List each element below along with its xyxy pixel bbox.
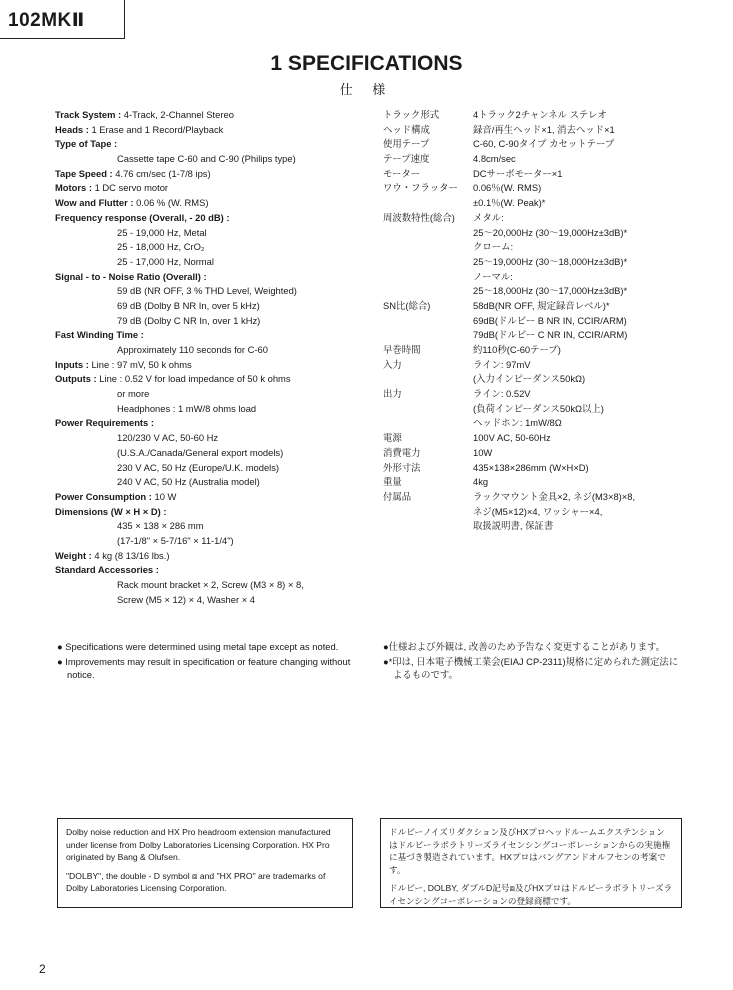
spec-label: Power Requirements : (55, 417, 154, 429)
spec-value: 25 - 18,000 Hz, CrO₂ (117, 241, 205, 253)
spec-row (55, 475, 385, 490)
spec-row (55, 211, 385, 226)
model-tab (0, 0, 125, 39)
spec-value-ja: 約110秒(C-60テープ) (473, 344, 561, 355)
trademark-paragraph: ドルビー, DOLBY, ダブルD記号⧈及びHXプロはドルビーラボラトリーズライセンシングコーポレーションの登録商標です。 (389, 883, 673, 906)
spec-row (55, 446, 385, 461)
spec-value: 4 kg (8 13/16 lbs.) (91, 549, 170, 561)
spec-row-ja (383, 270, 713, 285)
note-item: ● Specifications were determined using metal tape except as noted. (57, 641, 339, 652)
spec-value: Headphones : 1 mW/8 ohms load (117, 402, 257, 414)
spec-label-ja: 電源 (383, 432, 402, 444)
spec-row (55, 167, 385, 182)
spec-row (55, 270, 385, 285)
spec-label-ja (383, 402, 473, 417)
spec-value: Rack mount bracket × 2, Screw (M3 × 8) × 8, (117, 579, 304, 590)
spec-value: 59 dB (NR OFF, 3 % THD Level, Weighted) (117, 285, 297, 297)
spec-value-ja: 4kg (473, 476, 489, 488)
spec-value-ja: ライン: 0.52V (473, 388, 531, 400)
spec-value: 0.06 % (W. RMS) (133, 197, 209, 209)
note-item: ●仕様および外観は, 改善のため予告なく変更することがあります。 (383, 641, 665, 652)
spec-row (55, 505, 385, 520)
spec-row-ja (383, 416, 713, 431)
spec-value: 435 × 138 × 286 mm (117, 520, 204, 532)
spec-value-ja: DCサーボモーター×1 (473, 167, 563, 179)
spec-value: 4.76 cm/sec (1-7/8 ips) (112, 167, 211, 179)
specs-english-column (55, 108, 385, 607)
spec-value-ja: (入力インピーダンス50kΩ) (473, 373, 586, 385)
trademark-box-japanese (380, 818, 682, 908)
spec-value-ja: メタル: (473, 211, 504, 223)
trademark-paragraph: ドルビーノイズリダクション及びHXプロヘッドルームエクステンションはドルビーラボラトリーズライセンシングコーポレーションからの実施権に基づき製造されています。HXプロはバングアンドオルフセンの考案です。 (389, 827, 671, 875)
spec-row-ja (383, 299, 713, 314)
spec-row-ja (383, 358, 713, 373)
spec-label-ja (383, 314, 473, 329)
spec-row-ja (383, 431, 713, 446)
spec-row (55, 181, 385, 196)
spec-value: Line : 0.52 V for load impedance of 50 k ohms (96, 373, 291, 385)
spec-value-ja: 4トラック2チャンネル ステレオ (473, 109, 607, 120)
spec-label: Dimensions (W × H × D) : (55, 505, 167, 517)
spec-label-ja: 消費電力 (383, 446, 421, 458)
spec-value: or more (117, 388, 150, 400)
spec-value-ja: 25～19,000Hz (30～18,000Hz±3dB)* (473, 255, 628, 267)
spec-label: Frequency response (Overall, - 20 dB) : (55, 211, 230, 223)
spec-label-ja: 周波数特性(総合) (383, 211, 455, 223)
spec-row-ja (383, 108, 713, 123)
spec-label-ja: モーター (383, 167, 421, 179)
spec-row (55, 196, 385, 211)
spec-row-ja (383, 343, 713, 358)
spec-row-ja (383, 402, 713, 417)
spec-row (55, 343, 385, 358)
spec-value-ja: 0.06％(W. RMS) (473, 182, 542, 194)
model-name: 102MKⅡ (8, 10, 85, 31)
spec-row (55, 137, 385, 152)
spec-row (55, 431, 385, 446)
trademark-paragraph: "DOLBY", the double - D symbol ⧈ and "HX PRO" are trademarks of Dolby Laboratories Licensing Corporation. (66, 870, 326, 893)
spec-row-ja (383, 475, 713, 490)
spec-label-ja: テープ速度 (383, 153, 430, 165)
spec-label-ja: 入力 (383, 358, 402, 370)
spec-row (55, 255, 385, 270)
spec-row (55, 299, 385, 314)
spec-value-ja: 25～20,000Hz (30～19,000Hz±3dB)* (473, 226, 628, 238)
spec-row-ja (383, 387, 713, 402)
spec-row (55, 123, 385, 138)
spec-value: 69 dB (Dolby B NR In, over 5 kHz) (117, 299, 260, 311)
spec-row-ja (383, 240, 713, 255)
trademark-paragraph: Dolby noise reduction and HX Pro headroom extension manufactured under license from Dolby Laboratories Licensing Corporation. HX Pro originated by Bang & Olufsen. (66, 827, 331, 862)
spec-value: 120/230 V AC, 50-60 Hz (117, 432, 219, 444)
spec-label-ja (383, 255, 473, 270)
spec-row (55, 578, 385, 593)
spec-row (55, 563, 385, 578)
spec-row (55, 314, 385, 329)
spec-value-ja: C-60, C-90タイプ カセットテープ (473, 138, 615, 150)
spec-row-ja (383, 196, 713, 211)
spec-label-ja (383, 196, 473, 211)
spec-value-ja: ネジ(M5×12)×4, ワッシャー×4, (473, 505, 603, 517)
spec-value: (U.S.A./Canada/General export models) (117, 446, 284, 458)
spec-row (55, 387, 385, 402)
spec-value-ja: 25～18,000Hz (30～17,000Hz±3dB)* (473, 285, 628, 297)
spec-label-ja: 重量 (383, 476, 402, 488)
spec-value: 240 V AC, 50 Hz (Australia model) (117, 476, 260, 488)
spec-row (55, 226, 385, 241)
spec-value: 4-Track, 2-Channel Stereo (121, 109, 234, 120)
spec-row (55, 372, 385, 387)
note-item: ● Improvements may result in specification or feature changing without notice. (57, 655, 351, 680)
spec-row-ja (383, 446, 713, 461)
spec-value-ja: 69dB(ドルビー B NR IN, CCIR/ARM) (473, 314, 627, 326)
spec-label: Standard Accessories : (55, 564, 159, 576)
spec-value-ja: (負荷インピーダンス50kΩ以上) (473, 402, 604, 414)
spec-row-ja (383, 137, 713, 152)
spec-label-ja: トラック形式 (383, 109, 440, 120)
notes-japanese (383, 640, 683, 683)
spec-row-ja (383, 519, 713, 534)
spec-label-ja (383, 240, 473, 255)
spec-row (55, 284, 385, 299)
spec-label-ja (383, 505, 473, 520)
spec-value-ja: ヘッドホン: 1mW/8Ω (473, 417, 562, 429)
spec-value: Line : 97 mV, 50 k ohms (88, 358, 192, 370)
spec-label-ja: 外形寸法 (383, 461, 421, 473)
spec-value: 10 W (151, 490, 177, 502)
spec-value-ja: 58dB(NR OFF, 規定録音レベル)* (473, 299, 610, 311)
spec-value: Screw (M5 × 12) × 4, Washer × 4 (117, 593, 255, 605)
spec-row-ja (383, 152, 713, 167)
spec-value: 25 - 19,000 Hz, Metal (117, 226, 207, 238)
note-item: ●*印は, 日本電子機械工業会(EIAJ CP-2311)規格に定められた測定法によるものです。 (383, 655, 679, 680)
spec-row (55, 490, 385, 505)
spec-row-ja (383, 461, 713, 476)
spec-label: Weight : (55, 549, 92, 561)
spec-row-ja (383, 372, 713, 387)
spec-label-ja (383, 372, 473, 387)
spec-label: Outputs : (55, 373, 97, 385)
spec-value: Cassette tape C-60 and C-90 (Philips type) (117, 153, 296, 165)
spec-row (55, 108, 385, 123)
spec-value-ja: 取扱説明書, 保証書 (473, 520, 554, 532)
spec-label-ja: ワウ・フラッター (383, 182, 458, 194)
spec-row-ja (383, 328, 713, 343)
spec-label-ja (383, 226, 473, 241)
spec-label-ja: 早巻時間 (383, 344, 421, 355)
spec-row (55, 461, 385, 476)
spec-row (55, 549, 385, 564)
spec-row (55, 328, 385, 343)
spec-value: 230 V AC, 50 Hz (Europe/U.K. models) (117, 461, 280, 473)
spec-row-ja (383, 123, 713, 138)
spec-label: Track System : (55, 109, 122, 120)
spec-value-ja: 録音/再生ヘッド×1, 消去ヘッド×1 (473, 123, 615, 135)
spec-label-ja (383, 416, 473, 431)
spec-value-ja: 100V AC, 50-60Hz (473, 432, 551, 444)
spec-value-ja: クローム: (473, 241, 514, 253)
spec-row (55, 152, 385, 167)
spec-value-ja: 79dB(ドルビー C NR IN, CCIR/ARM) (473, 329, 628, 341)
spec-value-ja: 435×138×286mm (W×H×D) (473, 461, 589, 473)
spec-label: Fast Winding Time : (55, 329, 144, 341)
spec-row-ja (383, 505, 713, 520)
spec-row (55, 402, 385, 417)
spec-row-ja (383, 226, 713, 241)
spec-value-ja: ±0.1％(W. Peak)* (473, 197, 546, 209)
spec-row-ja (383, 167, 713, 182)
spec-row (55, 416, 385, 431)
spec-row-ja (383, 255, 713, 270)
spec-value-ja: ラックマウント金具×2, ネジ(M3×8)×8, (473, 490, 636, 502)
spec-label-ja (383, 270, 473, 285)
specs-japanese-column (383, 108, 713, 534)
spec-row-ja (383, 181, 713, 196)
spec-label: Tape Speed : (55, 167, 113, 179)
spec-row-ja (383, 314, 713, 329)
spec-label: Power Consumption : (55, 490, 152, 502)
spec-value: Approximately 110 seconds for C-60 (117, 344, 268, 355)
spec-label-ja (383, 284, 473, 299)
spec-row-ja (383, 211, 713, 226)
spec-label-ja: 出力 (383, 388, 402, 400)
spec-row (55, 534, 385, 549)
page-subtitle-ja: 仕 様 (339, 82, 394, 97)
spec-value: 79 dB (Dolby C NR In, over 1 kHz) (117, 314, 261, 326)
spec-label: Heads : (55, 123, 89, 135)
spec-value-ja: ライン: 97mV (473, 358, 531, 370)
page-number: 2 (39, 962, 46, 976)
spec-value: 1 DC servo motor (91, 182, 169, 194)
trademark-box-english (57, 818, 353, 908)
spec-row-ja (383, 490, 713, 505)
spec-row (55, 519, 385, 534)
spec-row (55, 240, 385, 255)
spec-value-ja: 4.8cm/sec (473, 153, 516, 165)
page-title: 1 SPECIFICATIONS (270, 52, 463, 75)
spec-value: 1 Erase and 1 Record/Playback (88, 123, 224, 135)
spec-row (55, 358, 385, 373)
spec-value-ja: ノーマル: (473, 270, 513, 282)
spec-value-ja: 10W (473, 446, 493, 458)
spec-label: Wow and Flutter : (55, 197, 134, 209)
spec-row (55, 593, 385, 608)
spec-label-ja: ヘッド構成 (383, 123, 430, 135)
spec-label-ja: 付属品 (383, 490, 412, 502)
spec-value: (17-1/8" × 5-7/16" × 11-1/4") (117, 534, 234, 546)
spec-label: Signal - to - Noise Ratio (Overall) : (55, 270, 207, 282)
spec-label-ja: 使用テープ (383, 138, 430, 150)
spec-label-ja (383, 519, 473, 534)
spec-label: Inputs : (55, 358, 89, 370)
spec-value: 25 - 17,000 Hz, Normal (117, 255, 214, 267)
notes-english (57, 640, 357, 683)
spec-row-ja (383, 284, 713, 299)
spec-label: Type of Tape : (55, 138, 118, 150)
spec-label-ja: SN比(総合) (383, 299, 431, 311)
spec-label-ja (383, 328, 473, 343)
spec-label: Motors : (55, 182, 92, 194)
